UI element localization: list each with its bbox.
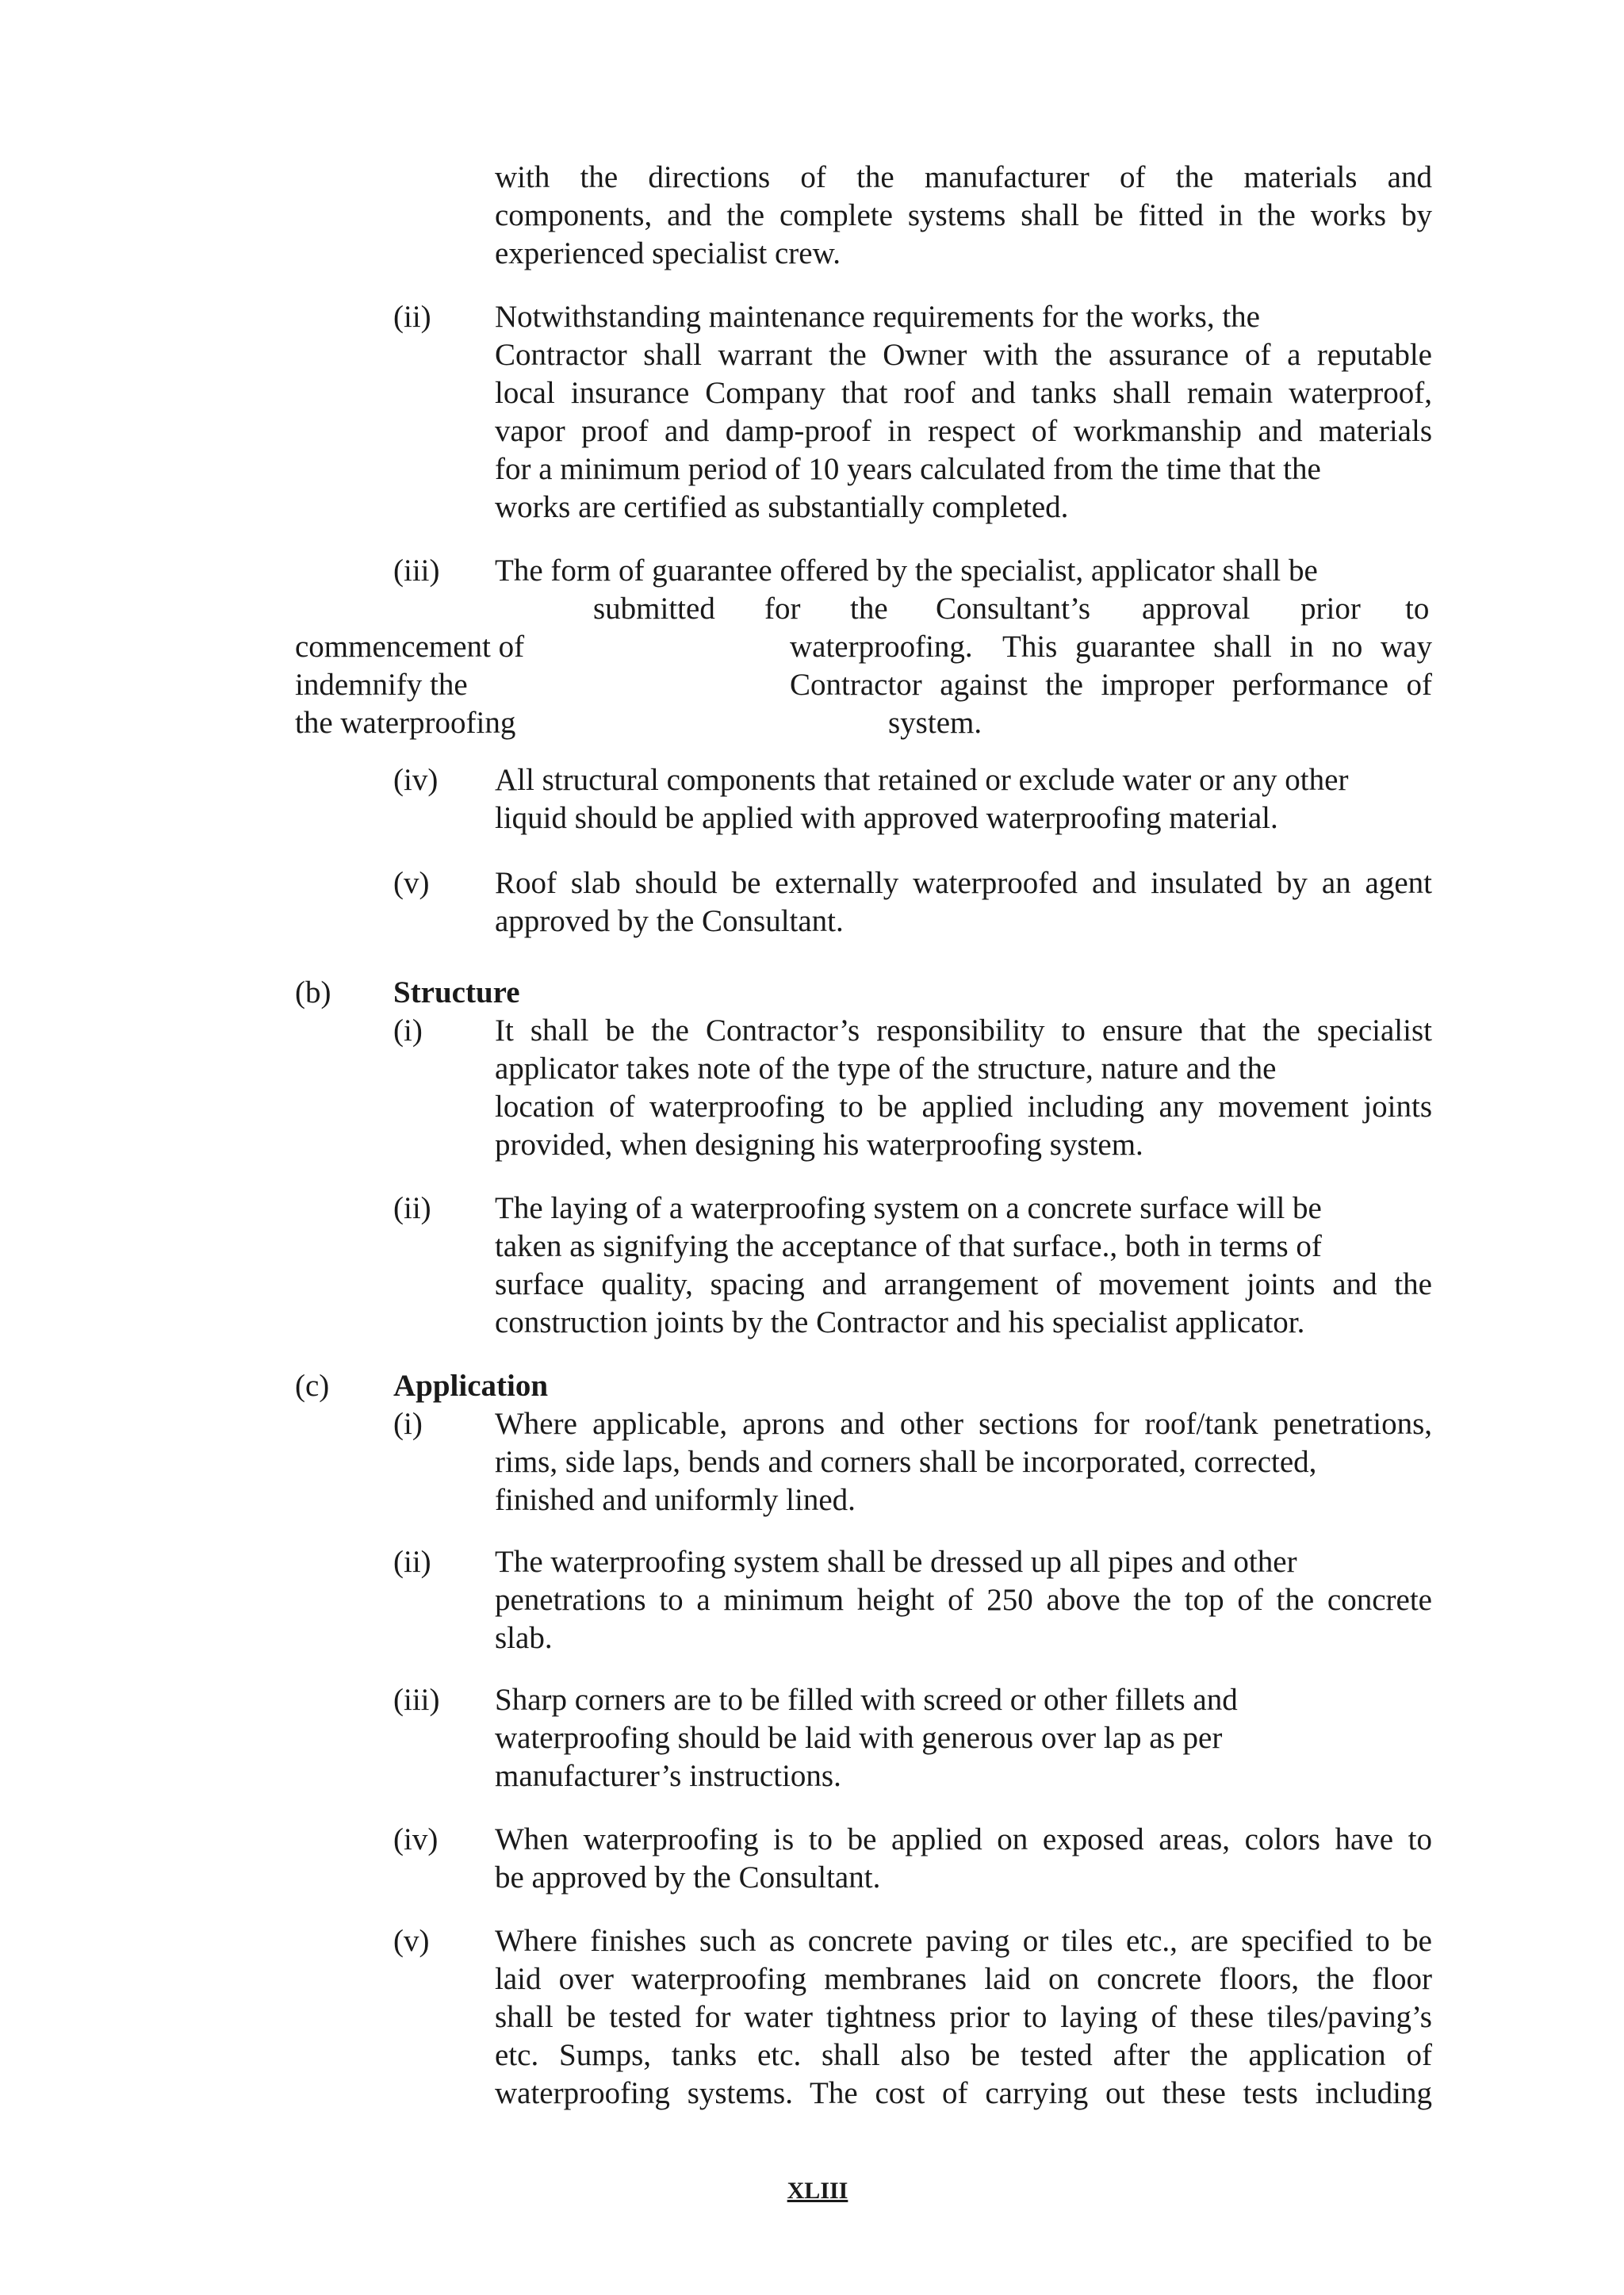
text-line: When waterproofing is to be applied on exposed areas, colors have to	[495, 1822, 1432, 1856]
section-title: Structure	[393, 975, 520, 1010]
text-line: rims, side laps, bends and corners shall be incorporated, corrected,	[495, 1445, 1317, 1479]
text-fragment: commencement of	[295, 630, 525, 664]
text-word: prior	[1300, 592, 1361, 626]
text-line: penetrations to a minimum height of 250 above the top of the concrete	[495, 1583, 1432, 1617]
text-fragment: system.	[888, 706, 982, 740]
text-line: vapor proof and damp-proof in respect of workmanship and materials	[495, 414, 1432, 448]
text-line: location of waterproofing to be applied including any movement joints	[495, 1090, 1432, 1124]
item-marker: (i)	[393, 1013, 423, 1048]
text-line: waterproofing systems. The cost of carrying out these tests including	[495, 2076, 1432, 2110]
text-line: liquid should be applied with approved waterproofing material.	[495, 801, 1278, 835]
text-fragment: the waterproofing	[295, 706, 516, 740]
text-word: approval	[1142, 592, 1251, 626]
item-marker: (v)	[393, 1924, 430, 1958]
text-fragment: Contractor against the improper performance of	[790, 668, 1432, 702]
section-label: (c)	[295, 1369, 330, 1403]
text-line: Contractor shall warrant the Owner with the assurance of a reputable	[495, 338, 1432, 372]
text-line: All structural components that retained or exclude water or any other	[495, 763, 1349, 797]
text-fragment: waterproofing.	[790, 630, 973, 664]
item-marker: (ii)	[393, 300, 431, 334]
text-line: finished and uniformly lined.	[495, 1483, 856, 1517]
text-line: The form of guarantee offered by the specialist, applicator shall be	[495, 554, 1318, 588]
text-line: for a minimum period of 10 years calculated from the time that the	[495, 452, 1321, 486]
item-marker: (v)	[393, 866, 430, 900]
text-line: Where applicable, aprons and other sections for roof/tank penetrations,	[495, 1407, 1432, 1441]
text-line: Notwithstanding maintenance requirements for the works, the	[495, 300, 1260, 334]
text-fragment: indemnify the	[295, 668, 468, 702]
text-line: construction joints by the Contractor and his specialist applicator.	[495, 1305, 1305, 1339]
item-marker: (iv)	[393, 763, 439, 797]
text-line: works are certified as substantially completed.	[495, 490, 1069, 524]
text-line: local insurance Company that roof and tanks shall remain waterproof,	[495, 376, 1432, 410]
page-number: XLIII	[787, 2178, 848, 2204]
text-line: components, and the complete systems shall be fitted in the works by	[495, 198, 1432, 232]
item-marker: (ii)	[393, 1191, 431, 1225]
text-line: taken as signifying the acceptance of that surface., both in terms of	[495, 1229, 1322, 1263]
text-line: experienced specialist crew.	[495, 236, 841, 270]
text-line: approved by the Consultant.	[495, 904, 844, 938]
text-line: Roof slab should be externally waterproofed and insulated by an agent	[495, 866, 1432, 900]
item-marker: (i)	[393, 1407, 423, 1441]
text-line: etc. Sumps, tanks etc. shall also be tested after the application of	[495, 2038, 1432, 2072]
text-word: Consultant’s	[936, 592, 1091, 626]
text-line: applicator takes note of the type of the structure, nature and the	[495, 1052, 1277, 1086]
text-line: provided, when designing his waterproofing system.	[495, 1128, 1143, 1162]
text-word: for	[764, 592, 801, 626]
text-fragment: This guarantee shall in no way	[1002, 630, 1432, 664]
item-marker: (iii)	[393, 554, 440, 588]
section-label: (b)	[295, 975, 331, 1010]
item-marker: (iii)	[393, 1683, 440, 1717]
text-line: surface quality, spacing and arrangement of movement joints and the	[495, 1267, 1432, 1301]
text-line: The waterproofing system shall be dressed up all pipes and other	[495, 1545, 1297, 1579]
text-line: It shall be the Contractor’s responsibility to ensure that the specialist	[495, 1013, 1432, 1048]
text-line: with the directions of the manufacturer of the materials and	[495, 160, 1432, 194]
text-line: laid over waterproofing membranes laid on concrete floors, the floor	[495, 1962, 1432, 1996]
text-line: The laying of a waterproofing system on a concrete surface will be	[495, 1191, 1322, 1225]
text-word: the	[850, 592, 888, 626]
text-word: to	[1405, 592, 1430, 626]
section-title: Application	[393, 1369, 549, 1403]
text-line: Sharp corners are to be filled with screed or other fillets and	[495, 1683, 1238, 1717]
text-word: submitted	[593, 592, 715, 626]
text-line: shall be tested for water tightness prior to laying of these tiles/paving’s	[495, 2000, 1432, 2034]
text-line: Where finishes such as concrete paving or tiles etc., are specified to be	[495, 1924, 1432, 1958]
text-line: manufacturer’s instructions.	[495, 1759, 841, 1793]
text-line: waterproofing should be laid with generous over lap as per	[495, 1721, 1223, 1755]
text-line: be approved by the Consultant.	[495, 1860, 881, 1895]
text-line: slab.	[495, 1621, 553, 1655]
item-marker: (iv)	[393, 1822, 439, 1856]
item-marker: (ii)	[393, 1545, 431, 1579]
